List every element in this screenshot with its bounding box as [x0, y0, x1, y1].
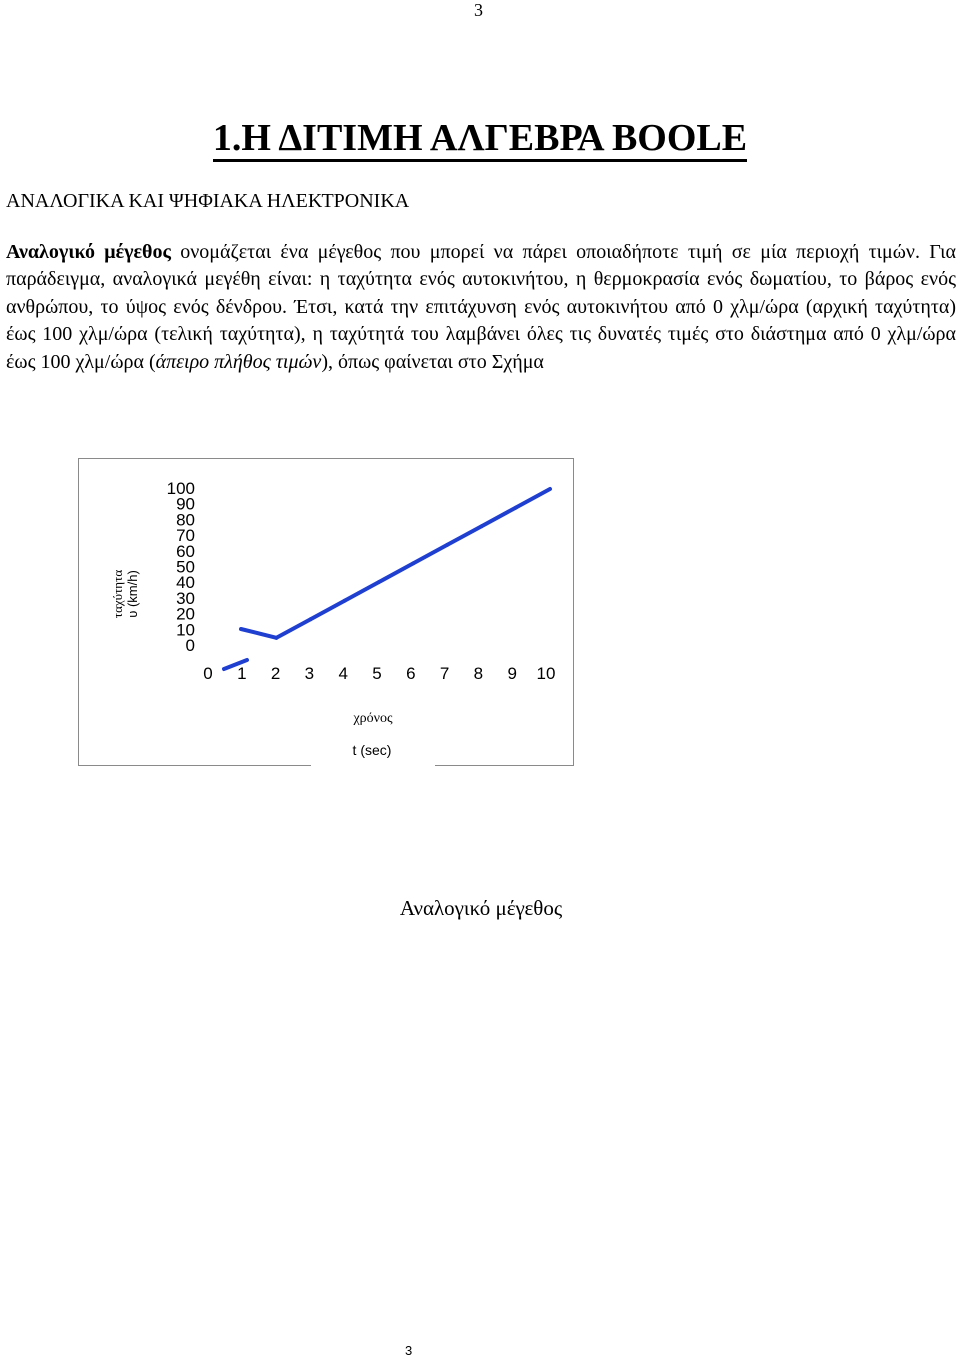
series-line-segment [311, 601, 345, 620]
frame-gap [311, 759, 435, 767]
y-axis-label-line1: ταχύτητα [110, 569, 125, 619]
series-line-segment [482, 508, 516, 527]
data-point [309, 618, 312, 621]
x-tick-label: 6 [406, 664, 416, 683]
series-line-segment [413, 545, 447, 564]
series-group [224, 488, 552, 670]
x-tick-label: 3 [304, 664, 315, 683]
y-tick-label: 90 [176, 494, 195, 514]
paragraph-emphasis: άπειρο πλήθος τιμών [155, 350, 322, 373]
data-point [549, 488, 552, 491]
data-point [514, 506, 517, 509]
x-tick-label: 4 [338, 664, 348, 683]
x-tick-label: 8 [473, 664, 484, 683]
chapter-title-text: 1.Η ΔΙΤΙΜΗ ΑΛΓΕΒΡΑ BOOLE [213, 117, 747, 162]
page-number-top: 3 [474, 0, 483, 20]
data-point [275, 636, 278, 639]
paragraph-text-part-1: ονομάζεται ένα μέγεθος που μπορεί να πάρει οποιαδήποτε τιμή σε μία περιοχή τιμών. Για παράδειγμα, αναλογικά μεγέθη είναι: η ταχύτητα ενός αυτοκινήτου, η θερμοκρασία ενός δωματίου, το βάρος ενός ανθρώπου, το ύψος ενός δένδρου. Έτσι, κατά την επιτάχυνση ενός αυτοκινήτου από 0 χλμ/ώρα (αρχική ταχύτητα) έως 100 χλμ/ώρα (τελική ταχύτητα), η ταχύτητά του λαμβάνει όλες τις δυνατές τιμές στο διάστημα από 0 χλμ/ώρα έως 100 χλμ/ώρα ( [6, 241, 956, 373]
figure-caption-text: Αναλογικό μέγεθος [399, 896, 563, 920]
series-line-segment [345, 582, 379, 601]
data-point [480, 525, 483, 528]
series-line-segment [241, 629, 276, 638]
chart-frame [78, 458, 574, 766]
data-point [240, 628, 243, 631]
y-tick-label: 70 [176, 526, 195, 546]
series-line-segment [447, 526, 481, 545]
data-point [343, 599, 346, 602]
x-tick-label: 10 [536, 664, 556, 683]
y-tick-label: 60 [176, 541, 195, 561]
section-heading: ΑΝΑΛΟΓΙΚΑ ΚΑΙ ΨΗΦΙΑΚΑ ΗΛΕΚΤΡΟΝΙΚΑ [6, 190, 410, 212]
data-point [446, 543, 449, 546]
y-tick-label: 10 [176, 620, 195, 640]
y-tick-label: 100 [166, 479, 195, 498]
x-tick-label: 2 [270, 664, 281, 683]
figure-caption [0, 896, 960, 921]
series-line-segment [379, 563, 413, 582]
y-tick-label: 20 [176, 604, 195, 624]
x-tick-label: 9 [507, 664, 517, 683]
x-tick-label: 5 [372, 664, 382, 683]
y-tick-label: 80 [176, 510, 195, 530]
speed-time-chart [79, 459, 575, 767]
y-tick-label: 0 [185, 636, 195, 655]
x-axis-label-line2: t (sec) [352, 742, 392, 758]
x-tick-labels [203, 664, 555, 683]
body-paragraph [6, 239, 956, 376]
x-tick-label: 0 [203, 664, 213, 683]
page-number-bottom: 3 [405, 1343, 413, 1358]
y-tick-label: 50 [176, 557, 195, 577]
x-tick-label: 1 [237, 664, 247, 683]
y-axis-label-line2: υ (km/h) [125, 570, 140, 618]
defined-term: Αναλογικό μέγεθος [6, 241, 171, 263]
data-point [412, 562, 415, 565]
y-tick-label: 40 [176, 573, 195, 593]
paragraph-text-part-2: ), όπως φαίνεται στο Σχήμα [321, 350, 544, 373]
y-tick-label: 30 [176, 588, 195, 608]
chapter-title [0, 116, 960, 160]
series-line-segment [276, 619, 310, 638]
data-point [378, 581, 381, 584]
y-tick-labels [167, 479, 195, 655]
x-tick-label: 7 [439, 664, 450, 683]
series-line-segment [516, 489, 550, 508]
x-axis-label-line1: χρόνος [353, 711, 393, 726]
